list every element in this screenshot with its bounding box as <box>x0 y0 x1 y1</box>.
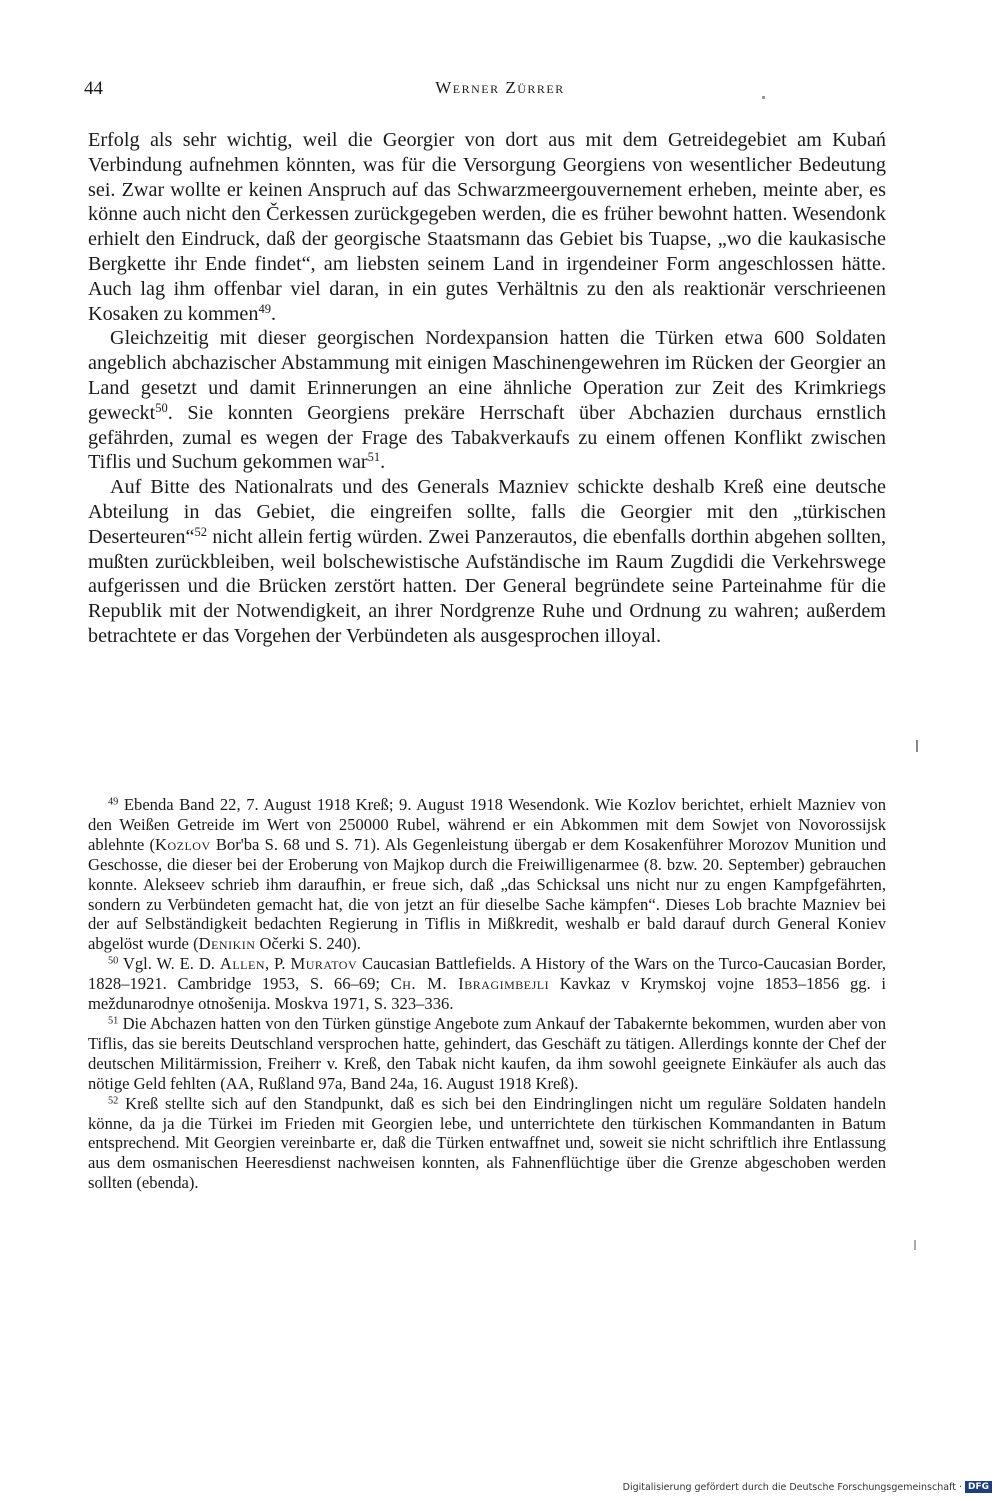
footnote-50: $^{50}$ Vgl. W. E. D. Allen, P. Muratov Caucasian Battlefields. A History of the Wars on the Turco-Caucasian Border, 1828–1921. Cambridge 1953, S. 66–69; Ch. M. Ibragimbejli Kavkaz v Krymskoj vojne 1853–1856 gg. i meždunarodnye otnošenija. Moskva 1971, S. 323–336. <box>88 954 886 1014</box>
footnote-52: $^{52}$ Kreß stellte sich auf den Standpunkt, daß es sich bei den Eindringlingen nicht um reguläre Soldaten handeln könne, da ja die Türkei im Frieden mit Georgien lebe, und unterrichtete den türkischen Kommandanten in Batum entsprechend. Mit Georgien vereinbarte er, daß die Türken entwaffnet und, soweit sie nicht schriftlich ihre Entlassung aus dem osmanischen Heeresdienst nachweisen konnten, als Fahnenflüchtige über die Grenze abgeschoben werden sollten (ebenda). <box>88 1093 886 1193</box>
footnotes <box>88 795 886 1193</box>
page-number: 44 <box>84 78 103 99</box>
dfg-logo-icon: DFG <box>965 1481 992 1493</box>
running-title: Werner Zürrer <box>435 78 565 97</box>
footnote-49: $^{49}$ Ebenda Band 22, 7. August 1918 Kreß; 9. August 1918 Wesendonk. Wie Kozlov berichtet, erhielt Mazniev von den Weißen Getreide im Wert von 250000 Rubel, während er ein Abkommen mit dem Sowjet von Novorossijsk ablehnte (Kozlov Bor'ba S. 68 und S. 71). Als Gegenleistung übergab er dem Kosakenführer Morozov Munition und Geschosse, die dieser bei der Eroberung von Majkop durch die Freiwilligenarmee (8. bzw. 20. September) gebrauchen konnte. Alekseev schrieb ihm daraufhin, er freue sich, daß „das Schicksal uns nicht nur zu engen Kampfgefährten, sondern zu Verbündeten gemacht hat, die von jetzt an für dieselbe Sache kämpfen“. Dieses Lob brachte Mazniev bei der auf Selbständigkeit bedachten Regierung in Tiflis in Mißkredit, weshalb er bald darauf durch General Koniev abgelöst wurde (Denikin Očerki S. 240). <box>88 795 886 954</box>
main-text <box>88 128 886 649</box>
paragraph-1: Erfolg als sehr wichtig, weil die Georgier von dort aus mit dem Getreidegebiet am Kubań Verbindung aufnehmen könnten, was für die Versorgung Georgiens von wesentlicher Bedeutung sei. Zwar wollte er keinen Anspruch auf das Schwarzmeergouvernement erheben, meinte aber, es könne auch nicht den Čerkessen zurückgegeben werden, die es früher bewohnt hatten. Wesendonk erhielt den Eindruck, daß der georgische Staatsmann das Gebiet bis Tuapse, „wo die kaukasische Bergkette ihr Ende findet“, am liebsten seinem Land in irgendeiner Form angeschlossen hätte. Auch lag ihm offenbar viel daran, in ein gutes Verhältnis zu den als reaktionär verschrieenen Kosaken zu kommen$^{49}$. <box>88 129 886 325</box>
scan-mark-lower <box>914 1240 916 1250</box>
funding-banner[interactable] <box>623 1481 992 1493</box>
scan-mark <box>916 740 918 752</box>
footnote-ref-50: 50 <box>155 400 168 415</box>
scan-speck <box>762 96 765 99</box>
paragraph-2: Gleichzeitig mit dieser georgischen Nordexpansion hatten die Türken etwa 600 Soldaten angeblich abchazischer Abstammung mit einigen Maschinengewehren im Rücken der Georgier an Land gesetzt und damit Erinnerungen an eine ähnliche Operation zur Zeit des Krimkriegs geweckt$^{50}$. Sie konnten Georgiens prekäre Herrschaft über Abchazien durchaus ernstlich gefährden, zumal es wegen der Frage des Tabakverkaufs zu einem offenen Konflikt zwischen Tiflis und Suchum gekommen war$^{51}$. <box>88 327 886 474</box>
footnote-51: $^{51}$ Die Abchazen hatten von den Türken günstige Angebote zum Ankauf der Tabakernte bekommen, wurden aber von Tiflis, das sie bereits Deutschland versprochen hatte, gehindert, das Geschäft zu tätigen. Allerdings konnte der Chef der deutschen Militärmission, Freiherr v. Kreß, den Tabak nicht kaufen, da ihm sowohl geeignete Einkäufer als auch das nötige Geld fehlten (AA, Rußland 97a, Band 24a, 16. August 1918 Kreß). <box>88 1013 886 1093</box>
footnote-ref-52: 52 <box>194 524 207 539</box>
footnote-ref-51: 51 <box>367 450 381 465</box>
footnote-ref-49: 49 <box>258 301 271 316</box>
funding-note: Digitalisierung gefördert durch die Deutsche Forschungsgemeinschaft · <box>622 1481 962 1493</box>
paragraph-3: Auf Bitte des Nationalrats und des Generals Mazniev schickte deshalb Kreß eine deutsche Abteilung in das Gebiet, die eingreifen sollte, falls die Georgier mit den „türkischen Deserteuren“$^{52}$ nicht allein fertig würden. Zwei Panzerautos, die ebenfalls dorthin abgehen sollten, mußten zurückbleiben, weil bolschewistische Aufständische im Raum Zugdidi die Verkehrswege aufgerissen und die Brücken zerstört hatten. Der General begründete seine Parteinahme für die Republik mit der Notwendigkeit, an ihrer Nordgrenze Ruhe und Ordnung zu wahren; außerdem betrachtete er das Vorgehen der Verbündeten als ausgesprochen illoyal. <box>88 476 886 647</box>
